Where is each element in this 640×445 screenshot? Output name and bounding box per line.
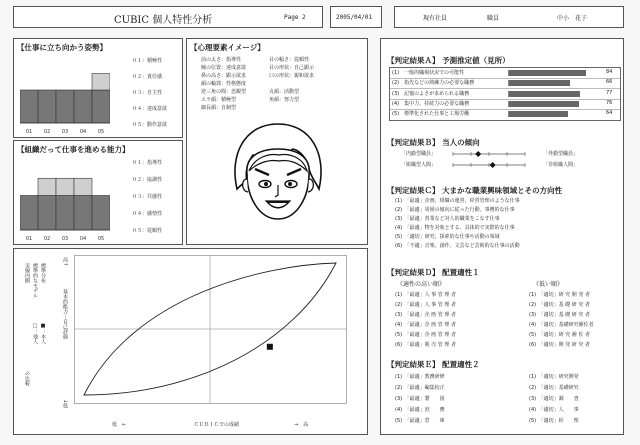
organization-bar-upper [38, 178, 56, 195]
mapping-left: エラ顔：積極型 [201, 97, 237, 103]
attitude-legend-item: ０２：責任感 [132, 74, 163, 80]
interest-item: (3) 「最適」営業など対人的職業をこなす仕事 [395, 216, 500, 222]
prediction-value: 66 [606, 79, 613, 86]
placement-item: (1) 「最適」人 事 管 理 者 [395, 292, 456, 298]
judge-b-title: 【判定結果Ｂ】 当人の傾向 [387, 138, 480, 147]
prediction-row [390, 109, 620, 119]
mapping-right: 角顔：努力型 [269, 97, 300, 103]
y-axis-low: ↓低 [62, 399, 68, 409]
attitude-bar [38, 90, 56, 123]
placement-item: (2) 「適切」基 礎 研 究 者 [529, 302, 590, 308]
prediction-bar [509, 111, 568, 117]
label-line: 標準分布 [40, 263, 46, 283]
attitude-bar-upper [92, 74, 110, 91]
attitude-bar [74, 90, 92, 123]
mapping-left: 逆三角の間：悲観型 [201, 89, 247, 95]
prediction-value: 77 [606, 89, 613, 96]
organization-bar-upper [56, 178, 74, 195]
prediction-bar [509, 101, 579, 107]
employee-type: 現有社員 [423, 15, 448, 22]
tendency-right: 「外勤型職員」 [543, 151, 579, 157]
placement2-item: (2) 「適切」基礎研究 [529, 385, 579, 391]
report-date: 2005/04/01 [336, 14, 373, 21]
placement-item: (3) 「最適」企 画 管 理 者 [395, 312, 456, 318]
attitude-x-label: 05 [97, 129, 105, 135]
placement2-item: (5) 「適切」経 理 [529, 418, 579, 424]
judge-a-table [389, 67, 621, 121]
judgement-panel [380, 38, 624, 435]
attitude-legend-item: ０５：動作意欲 [132, 122, 168, 128]
judge-a-title: 【判定結果Ａ】 予測推定値（見所） [387, 56, 510, 65]
organization-legend-item: ０４：感情性 [132, 211, 163, 217]
prediction-bar-track [508, 91, 601, 97]
placement2-item: (1) 「適切」研究開発 [529, 374, 579, 380]
prediction-label: (3) 記憶のよさが求められる職務 [392, 90, 470, 97]
placement-item: (4) 「適切」基礎研究補佐者 [529, 322, 594, 328]
interest-item: (4) 「最適」物を対象とする、具体的で実際的な仕事 [395, 225, 515, 231]
placement2-item: (4) 「最適」庶 務 [395, 407, 445, 413]
organization-bar-upper [74, 178, 92, 195]
placement2-item: (2) 「最適」編集校正 [395, 385, 445, 391]
attitude-bar-chart [20, 53, 110, 135]
mapping-right: 目の形状：自己顕示 [269, 65, 315, 71]
header-person-box [394, 6, 624, 28]
organization-legend-item: ０３：共感性 [132, 194, 163, 200]
prediction-bar [509, 91, 580, 97]
high-order-heading: 《適性の高い順》 [397, 281, 446, 288]
y-axis-high: 高↑ [62, 257, 68, 267]
attitude-x-label: 04 [79, 129, 87, 135]
mapping-left: 瞳の位置：達成意欲 [201, 65, 247, 71]
tendency-left: 「内勤型職員」 [401, 151, 437, 157]
attitude-legend-item: ０１：積極性 [132, 58, 163, 64]
label-line: 実線内側 [24, 263, 30, 283]
mapping-left: 前の太さ：指導性 [201, 57, 242, 63]
prediction-bar-track [508, 80, 601, 86]
prediction-value: 84 [606, 69, 613, 75]
placement2-item: (4) 「適切」人 事 [529, 407, 579, 413]
organization-x-label: 03 [61, 236, 69, 242]
organization-bar [38, 196, 56, 231]
report-title: CUBIC 個人特性分析 [114, 15, 213, 26]
attitude-x-label: 01 [25, 129, 33, 135]
prediction-bar [509, 80, 570, 86]
interest-item: (6) 「不適」音楽、創作、文芸など芸術的な仕事の活動 [395, 243, 520, 249]
prediction-bar-track [508, 70, 601, 76]
mapping-right: 目の幅さ：従順性 [269, 57, 310, 63]
attitude-bar [56, 90, 74, 123]
prediction-bar-track [508, 111, 601, 117]
placement-item: (6) 「最適」販 売 管 理 者 [395, 342, 456, 348]
placement-item: (6) 「適切」開 発 研 究 者 [529, 342, 590, 348]
mapping-left: 細長顔：自制型 [201, 105, 237, 111]
placement-item: (5) 「適切」研 究 補 佐 者 [529, 332, 590, 338]
organization-x-label: 02 [43, 236, 51, 242]
x-axis-high: → 高 [294, 422, 309, 428]
prediction-value: 76 [606, 99, 613, 106]
tendency-marker [475, 151, 481, 157]
organization-legend-item: ０５：従順性 [132, 228, 163, 234]
organization-x-label: 04 [79, 236, 87, 242]
interest-item: (1) 「最適」企画、組織の運営、経営管理のような仕事 [395, 198, 520, 204]
tendency-marker [490, 162, 496, 168]
psychology-title: 【心理要素イメージ】 [190, 43, 265, 52]
mapping-left: 鼻の高さ：顕示欲求 [201, 73, 247, 79]
employee-name: 中小 花子 [557, 15, 588, 22]
organization-bar [56, 196, 74, 231]
attitude-bar [20, 90, 38, 123]
tendency-right: 「非組織人間」 [543, 162, 579, 168]
placement-item: (3) 「適切」基 礎 研 究 者 [529, 312, 590, 318]
attitude-legend-item: ０３：自主性 [132, 90, 163, 96]
attitude-panel [13, 38, 183, 138]
mapping-left: 顔の輪郭：性格態度 [201, 81, 247, 87]
attitude-title: 【仕事に立ち向かう姿勢】 [17, 43, 107, 52]
prediction-label: (4) 集中力、持続力の必要な職務 [392, 100, 470, 107]
organization-panel [13, 140, 183, 245]
organization-bar [92, 196, 110, 231]
header-date-box [330, 6, 382, 28]
placement2-item: (3) 「最適」製 図 [395, 396, 445, 402]
attitude-legend-item: ０４：達成意欲 [132, 106, 168, 112]
legend-compare: の比較 [24, 371, 30, 386]
y-axis-title: 基本的能力－自己評価 [62, 289, 68, 340]
face-illustration [223, 119, 333, 229]
distribution-left-label [22, 263, 52, 403]
judge-e-title: 【判定結果Ｅ】 配置適性２ [387, 360, 480, 369]
x-axis-low: 低 ← [112, 422, 127, 428]
prediction-value: 64 [606, 110, 613, 117]
legend-others: □：他人 [32, 323, 38, 344]
placement2-item: (3) 「適切」調 査 [529, 396, 579, 402]
header-title-box [13, 6, 323, 28]
self-marker [267, 344, 273, 350]
judge-d-title: 【判定結果Ｄ】 配置適性１ [387, 268, 480, 277]
organization-title: 【組織だって仕事を進める能力】 [17, 145, 130, 154]
prediction-label: (1) 一般的職場状況での可能性 [392, 70, 465, 76]
label-line: 標準的なモデル [32, 263, 38, 298]
psychology-panel [186, 38, 368, 245]
placement-item: (2) 「最適」人 事 管 理 者 [395, 302, 456, 308]
mapping-right: 丸顔：活動型 [269, 89, 300, 95]
organization-x-label: 01 [25, 236, 33, 242]
organization-legend-item: ０１：指導性 [132, 160, 163, 166]
organization-legend-item: ０２：協調性 [132, 177, 163, 183]
prediction-bar [509, 70, 586, 76]
organization-bar [20, 196, 38, 231]
mapping-right: 口の形状：親和欲求 [269, 73, 315, 79]
prediction-label: (2) 指先などの熟練力の必要な職務 [392, 80, 475, 87]
interest-item: (2) 「最適」周囲の傾向に従った行動、事務的な仕事 [395, 207, 515, 213]
x-axis-title: ＣＵＢＩＣでの成績 [194, 422, 240, 428]
prediction-label: (5) 標準化された仕事と工場労働 [392, 111, 470, 118]
page-number: Page 2 [284, 14, 306, 21]
organization-bar-chart [20, 157, 110, 242]
attitude-x-label: 02 [43, 129, 51, 135]
organization-bar [74, 196, 92, 231]
placement2-item: (1) 「最適」教務研修 [395, 374, 445, 380]
placement-item: (4) 「最適」企 画 管 理 者 [395, 322, 456, 328]
legend-self: ■：本人 [40, 323, 46, 344]
prediction-bar-track [508, 101, 601, 107]
judge-c-title: 【判定結果Ｃ】 大まかな職業興味領域とその方向性 [387, 186, 563, 195]
attitude-x-label: 03 [61, 129, 69, 135]
placement2-item: (5) 「最適」倉 庫 [395, 418, 445, 424]
attitude-bar [92, 90, 110, 123]
placement-item: (5) 「最適」企 画 管 理 者 [395, 332, 456, 338]
low-order-heading: 《低い順》 [533, 281, 564, 288]
tendency-scale [449, 148, 529, 172]
interest-item: (5) 「適切」研究、探索的な仕事や活動の領域 [395, 234, 500, 240]
distribution-plot [74, 255, 359, 415]
employee-position: 職員 [487, 15, 500, 22]
placement-item: (1) 「適切」研 究 開 発 者 [529, 292, 590, 298]
distribution-panel [13, 248, 368, 435]
tendency-left: 「組織型人間」 [401, 162, 437, 168]
organization-x-label: 05 [97, 236, 105, 242]
